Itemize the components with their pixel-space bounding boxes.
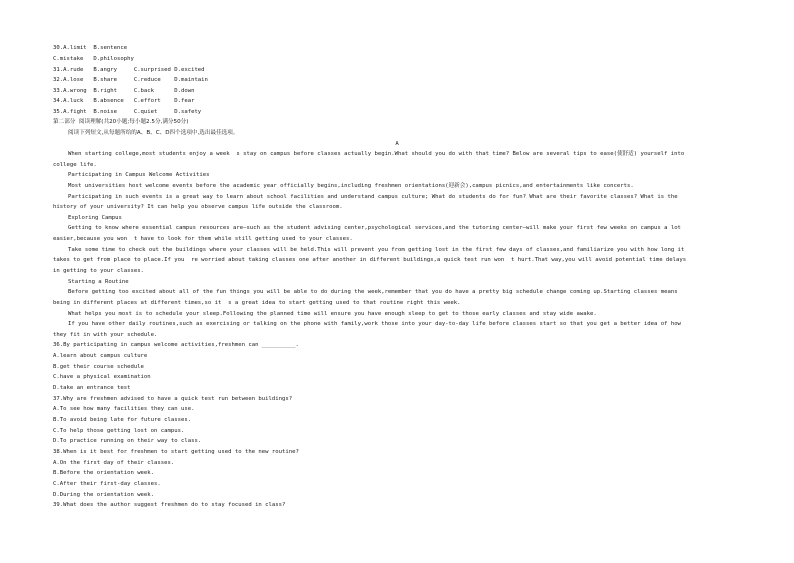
paragraph-4: Take some time to check out the buildings where your classes will be held.This will prevent you from getting lost in the first few days of classes,and familiarize you with how long it — [68, 247, 685, 253]
heading-welcome-activities: Participating in Campus Welcome Activities — [68, 172, 210, 178]
option-line-35: 35.A.fight B.noise C.quiet D.safety — [53, 109, 202, 115]
passage-intro-cont: college life. — [53, 162, 97, 168]
passage-label: A — [395, 141, 399, 147]
paragraph-2: Participating in such events is a great way to learn about school facilities and understand campus culture; What do students do for fun? What are their favorite classes? What is the — [68, 194, 678, 200]
question-37-option-b: B.To avoid being late for future classes. — [53, 417, 192, 423]
paragraph-2-cont: history of your university? It can help you observe campus life outside the classroom. — [53, 204, 343, 210]
paragraph-6: What helps you most is to schedule your sleep.Following the planned time will ensure you have enough sleep to get to those early classes and stay wide awake. — [68, 311, 597, 317]
section-title: 第二部分 阅读理解(共20小题;每小题2.5分,满分50分) — [53, 119, 189, 125]
question-36-stem: 36.By participating in campus welcome activities,freshmen can __________. — [53, 342, 299, 348]
question-37-option-c: C.To help those getting lost on campus. — [53, 428, 185, 434]
section-instruction: 阅读下列短文,从每题所给的A、B、C、D四个选项中,选出最佳选项。 — [68, 130, 239, 136]
question-36-option-a: A.learn about campus culture — [53, 353, 148, 359]
heading-exploring-campus: Exploring Campus — [68, 215, 122, 221]
passage-intro: When starting college,most students enjoy a week s stay on campus before classes actually begin.What should you do with that time? Below are several tips to ease(使舒适) yourself into — [68, 151, 685, 157]
heading-starting-routine: Starting a Routine — [68, 279, 129, 285]
option-line-32: 32.A.lose B.share C.reduce D.maintain — [53, 77, 208, 83]
paragraph-7: If you have other daily routines,such as exercising or talking on the phone with family,work those into your day-to-day life before classes start so that you get a better idea of how — [68, 321, 681, 327]
paragraph-3-cont: easier,because you won t have to look for them while still getting used to your classes. — [53, 236, 353, 242]
option-line-30: 30.A.limit B.sentence — [53, 45, 128, 51]
option-line-34: 34.A.luck B.absence C.effort D.fear — [53, 98, 195, 104]
question-36-option-c: C.have a physical examination — [53, 374, 151, 380]
paragraph-5-cont: being in different places at different times,so it s a great idea to start getting used to that routine right this week. — [53, 300, 461, 306]
question-38-option-a: A.On the first day of their classes. — [53, 460, 175, 466]
question-36-option-b: B.get their course schedule — [53, 364, 144, 370]
paragraph-7-cont: they fit in with your schedule. — [53, 332, 158, 338]
question-38-stem: 38.When is it best for freshmen to start getting used to the new routine? — [53, 449, 299, 455]
paragraph-4-end: in getting to your classes. — [53, 268, 144, 274]
paragraph-1: Most universities host welcome events before the academic year officially begins,including freshmen orientations(迎新会),campus picnics,and entertainments like concerts. — [68, 183, 634, 189]
option-line-30b: C.mistake D.philosophy — [53, 56, 134, 62]
paragraph-5: Before getting too excited about all of the fun things you will be able to do during the week,remember that you do have a pretty big schedule change coming up.Starting classes means — [68, 289, 678, 295]
option-line-33: 33.A.wrong B.right C.back D.down — [53, 88, 195, 94]
question-38-option-b: B.Before the orientation week. — [53, 470, 155, 476]
question-39-stem: 39.What does the author suggest freshmen do to stay focused in class? — [53, 502, 286, 508]
question-37-option-a: A.To see how many facilities they can use. — [53, 406, 195, 412]
question-38-option-c: C.After their first-day classes. — [53, 481, 161, 487]
question-36-option-d: D.take an entrance test — [53, 385, 131, 391]
paragraph-4-cont: takes to get from place to place.If you re worried about taking classes one after another in different buildings,a quick test run won t hurt.That way,you will avoid potential time delays — [53, 257, 687, 263]
question-37-option-d: D.To practice running on their way to class. — [53, 438, 202, 444]
option-line-31: 31.A.rude B.angry C.surprised D.excited — [53, 67, 205, 73]
paragraph-3: Getting to know where essential campus resources are—such as the student advising center,psychological services,and the tutoring center—will make your first few weeks on campus a lot — [68, 225, 681, 231]
question-38-option-d: D.During the orientation week. — [53, 492, 155, 498]
question-37-stem: 37.Why are freshmen advised to have a quick test run between buildings? — [53, 396, 293, 402]
